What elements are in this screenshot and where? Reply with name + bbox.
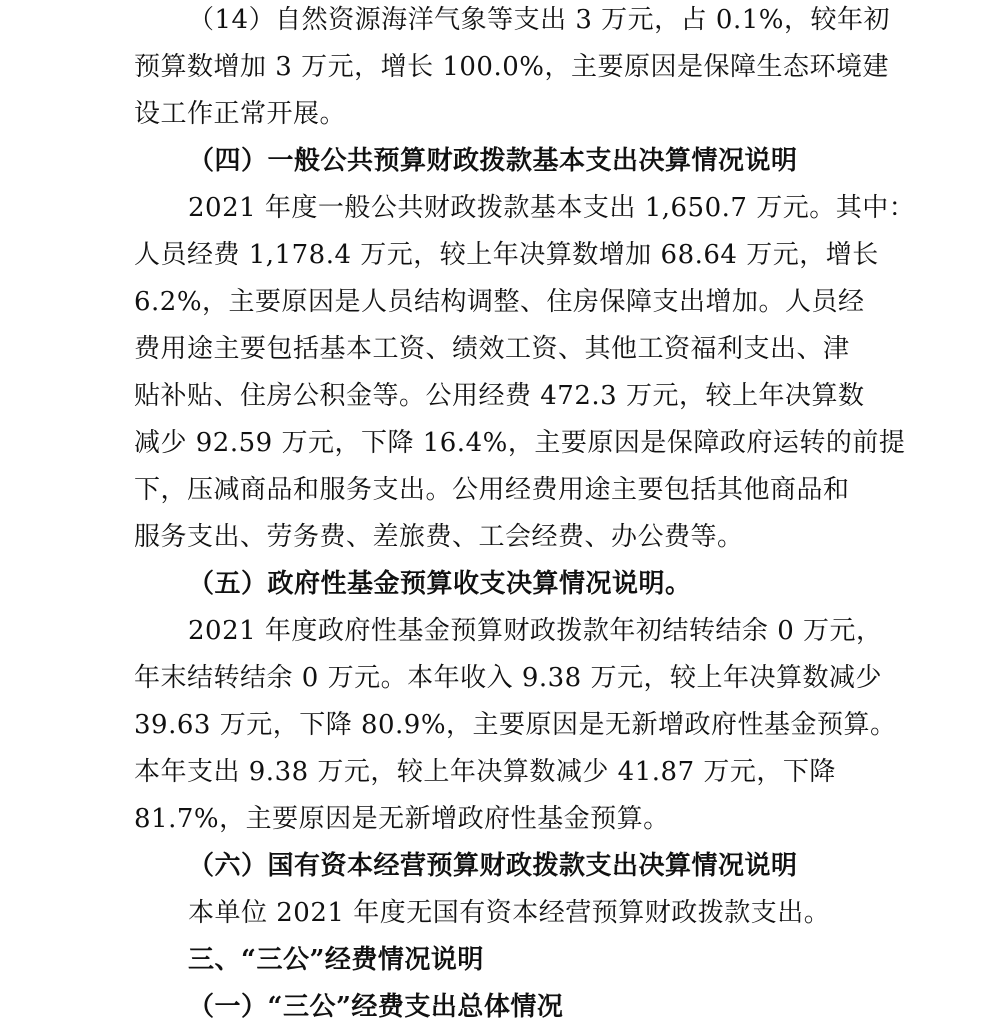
paragraph-line: 6.2%，主要原因是人员结构调整、住房保障支出增加。人员经 — [134, 287, 865, 317]
paragraph-line: 下，压减商品和服务支出。公用经费用途主要包括其他商品和 — [134, 475, 850, 505]
paragraph-line: 81.7%，主要原因是无新增政府性基金预算。 — [134, 804, 670, 834]
paragraph-line: （14）自然资源海洋气象等支出 3 万元，占 0.1%，较年初 — [188, 5, 890, 35]
paragraph-line: 2021 年度一般公共财政拨款基本支出 1,650.7 万元。其中： — [188, 193, 916, 223]
subsection-heading: （六）国有资本经营预算财政拨款支出决算情况说明 — [188, 851, 798, 881]
paragraph-line: 贴补贴、住房公积金等。公用经费 472.3 万元，较上年决算数 — [134, 381, 865, 411]
subsection-heading: （五）政府性基金预算收支决算情况说明。 — [188, 569, 692, 599]
paragraph-line: 年末结转结余 0 万元。本年收入 9.38 万元，较上年决算数减少 — [134, 663, 882, 693]
paragraph-line: 预算数增加 3 万元，增长 100.0%，主要原因是保障生态环境建 — [134, 52, 889, 82]
paragraph-line: 39.63 万元，下降 80.9%，主要原因是无新增政府性基金预算。 — [134, 710, 897, 740]
paragraph-line: 本年支出 9.38 万元，较上年决算数减少 41.87 万元，下降 — [134, 757, 836, 787]
paragraph-line: 费用途主要包括基本工资、绩效工资、其他工资福利支出、津 — [134, 334, 850, 364]
subsection-heading: （一）“三公”经费支出总体情况 — [188, 992, 564, 1022]
paragraph-line: 减少 92.59 万元，下降 16.4%，主要原因是保障政府运转的前提 — [134, 428, 906, 458]
paragraph-line: 本单位 2021 年度无国有资本经营预算财政拨款支出。 — [188, 898, 831, 928]
paragraph-line: 人员经费 1,178.4 万元，较上年决算数增加 68.64 万元，增长 — [134, 240, 879, 270]
paragraph-line: 服务支出、劳务费、差旅费、工会经费、办公费等。 — [134, 522, 744, 552]
paragraph-line: 设工作正常开展。 — [134, 99, 347, 129]
subsection-heading: （四）一般公共预算财政拨款基本支出决算情况说明 — [188, 146, 798, 176]
section-heading: 三、“三公”经费情况说明 — [188, 945, 484, 975]
paragraph-line: 2021 年度政府性基金预算财政拨款年初结转结余 0 万元， — [188, 616, 883, 646]
